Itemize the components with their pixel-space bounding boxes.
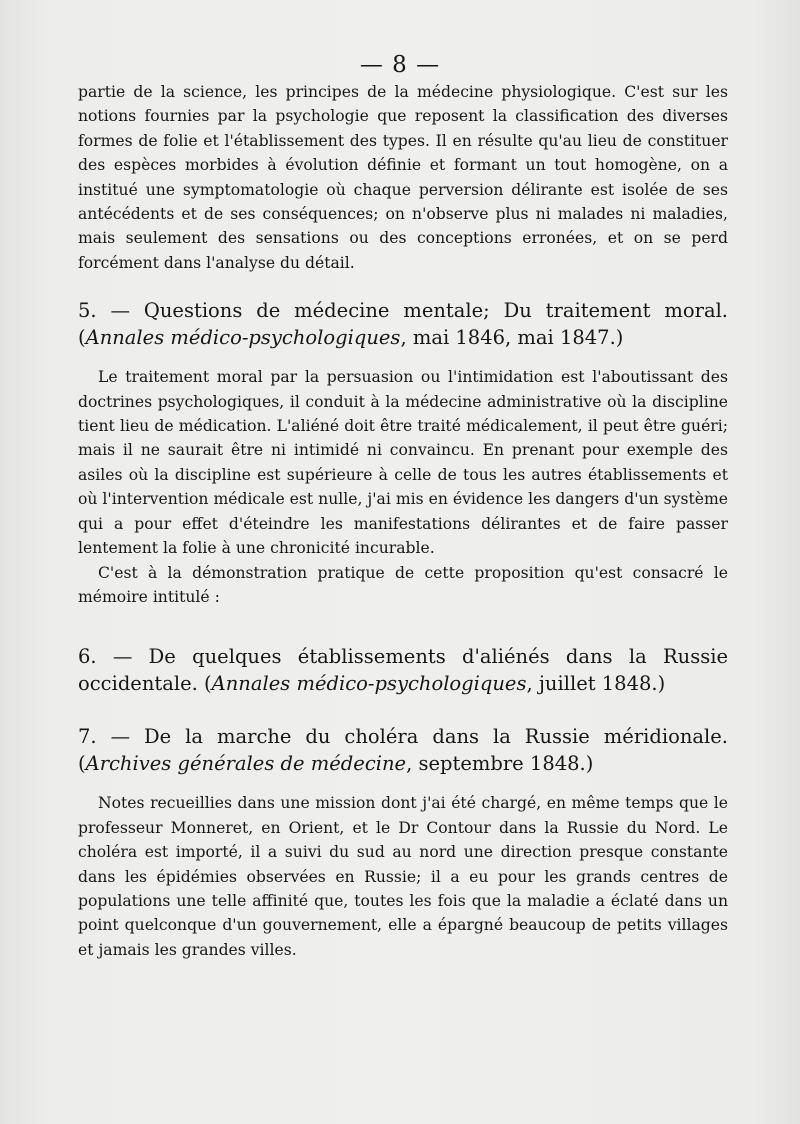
entry-7: 7. — De la marche du choléra dans la Russie méridionale. (Archives générales de médecine, septembre 1848.) <box>78 725 728 776</box>
entry-date: , mai 1846, mai 1847.) <box>400 326 624 350</box>
entry-number: 6. <box>78 645 97 669</box>
entry-number: 5. <box>78 299 97 323</box>
entry-dash: — <box>112 645 133 669</box>
entry-6: 6. — De quelques établissements d'aliénés dans la Russie occidentale. (Annales médico-psychologiques, juillet 1848.) <box>78 645 729 696</box>
entry-dash: — <box>110 299 130 323</box>
entry-5: 5. — Questions de médecine mentale; Du traitement moral. (Annales médico-psychologiques, mai 1846, mai 1847.) <box>78 299 729 350</box>
entry-7-paragraph-1: Notes recueillies dans une mission dont j'ai été chargé, en même temps que le professeur Monneret, en Orient, et le Dr Contour dans la Russie du Nord. Le choléra est importé, il a suivi du sud au nord une direction presque constante dans les épidémies observées en Russie; il a eu pour les grands centres de populations une telle affinité que, toutes les fois que la maladie a éclaté dans un point quelconque d'un gouvernement, elle a épargné beaucoup de petits villages et jamais les grandes villes. <box>78 794 728 959</box>
entry-title: De la marche du choléra dans la Russie méridionale. <box>144 725 728 749</box>
intro-paragraph: partie de la science, les principes de la médecine physiologique. C'est sur les notions fournies par la psychologie que reposent la classification des diverses formes de folie et l'établissement des types. Il en résulte qu'au lieu de constituer des espèces morbides à évolution définie et formant un tout homogène, on a institué une symptomatologie où chaque perversion délirante est isolée de ses antécédents et de ses conséquences; on n'observe plus ni malades ni maladies, mais seulement des sensations ou des conceptions erronées, et on se perd forcément dans l'analyse du détail. <box>78 83 728 272</box>
entry-dash: — <box>110 725 131 749</box>
page-number: — 8 — <box>359 52 441 78</box>
entry-5-paragraph-1: Le traitement moral par la persuasion ou l'intimidation est l'aboutissant des doctrines psychologiques, il conduit à la médecine administrative où la discipline tient lieu de médication. L'aliéné doit être traité médicalement, il peut être guéri; mais il ne saurait être ni intimidé ni convaincu. En prenant pour exemple des asiles où la discipline est supérieure à celle de tous les autres établissements et où l'intervention médicale est nulle, j'ai mis en évidence les dangers d'un système qui a pour effet d'éteindre les manifestations délirantes et de faire passer lentement la folie à une chronicité incurable. <box>78 368 728 558</box>
entry-number: 7. <box>78 725 97 749</box>
entry-date: , juillet 1848.) <box>526 672 666 696</box>
entry-date: , septembre 1848.) <box>406 752 594 776</box>
page-body <box>78 80 728 962</box>
entry-title: De quelques établissements d'aliénés dans la Russie occidentale. <box>78 645 729 696</box>
entry-source: Archives générales de médecine <box>85 752 407 776</box>
entry-title: Questions de médecine mentale; Du traitement moral. <box>143 299 729 323</box>
entry-source: Annales médico-psychologiques <box>85 326 401 350</box>
entry-source: Annales médico-psychologiques <box>211 672 527 696</box>
entry-5-paragraph-2: C'est à la démonstration pratique de cette proposition qu'est consacré le mémoire intitulé : <box>78 563 728 606</box>
